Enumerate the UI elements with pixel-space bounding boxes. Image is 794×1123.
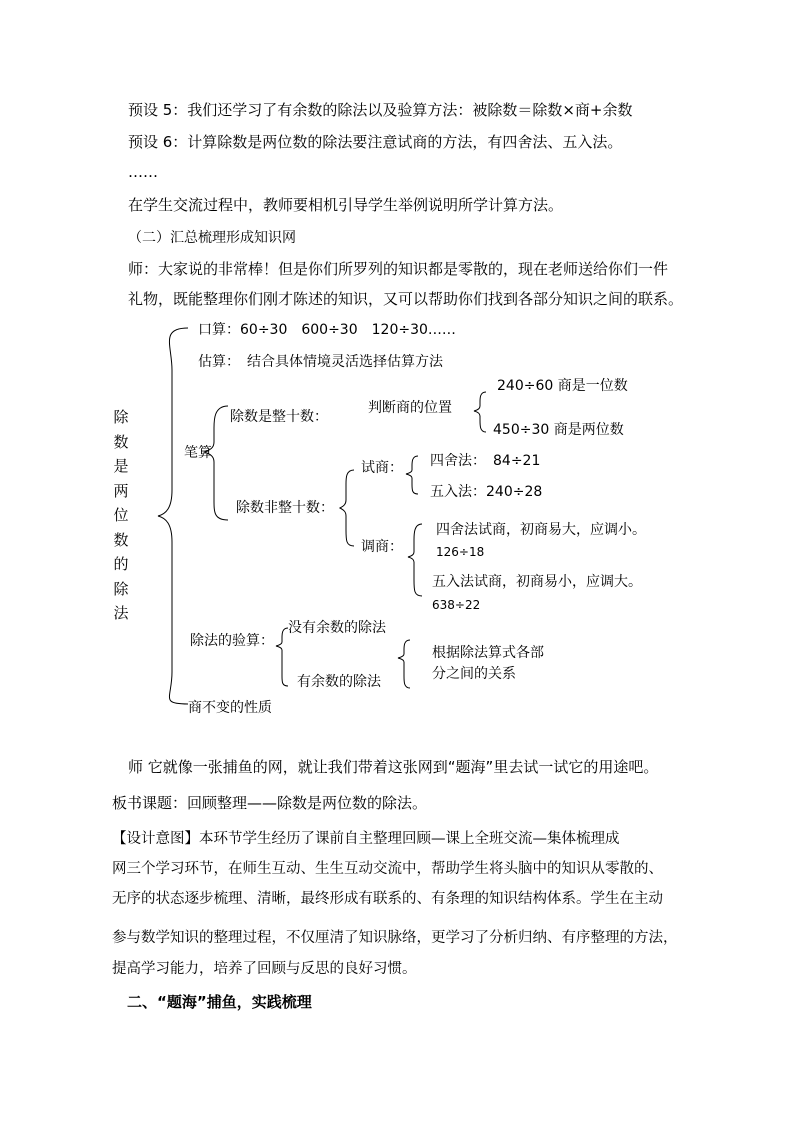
teacher-guide-text: 在学生交流过程中，教师要相机引导学生举例说明所学计算方法。: [128, 196, 564, 214]
check-brace: [276, 628, 288, 686]
preset-5-text: 预设 5：我们还学习了有余数的除法以及验算方法：被除数＝除数×商+余数: [128, 101, 633, 119]
no-remainder-label: 没有余数的除法: [288, 620, 386, 636]
with-remainder-label: 有余数的除法: [297, 674, 381, 690]
diagram-root-label: 除数是两位数的除法: [113, 408, 129, 622]
adjust-brace: [408, 524, 422, 596]
written-calc-label: 笔算: [184, 445, 212, 461]
judge-brace: [474, 392, 486, 432]
division-check-label: 除法的验算：: [190, 633, 274, 649]
divisor-not-whole-ten-label: 除数非整十数：: [236, 500, 334, 516]
teacher-speech-line-2: 礼物，既能整理你们刚才陈述的知识，又可以帮助你们找到各部分知识之间的联系。: [128, 290, 684, 308]
round-down-method: 四舍法： 84÷21: [430, 453, 541, 469]
root-brace: [158, 328, 188, 704]
preset-6-text: 预设 6：计算除数是两位数的除法要注意试商的方法，有四舍法、五入法。: [128, 133, 623, 151]
quotient-invariant-label: 商不变的性质: [188, 700, 272, 716]
divisor-whole-ten-label: 除数是整十数：: [230, 409, 328, 425]
design-intent-line-4: 参与数学知识的整理过程，不仅厘清了知识脉络，更学习了分析归纳、有序整理的方法，: [112, 930, 678, 946]
trial-quotient-label: 试商：: [361, 460, 403, 476]
relation-brace: [398, 640, 410, 688]
design-intent-line-3: 无序的状态逐步梳理、清晰，最终形成有联系的、有条理的知识结构体系。学生在主动: [112, 891, 663, 907]
design-intent-line-1: 【设计意图】本环节学生经历了课前自主整理回顾—课上全班交流—集体梳理成: [112, 831, 620, 847]
adjust-up-example: 638÷22: [432, 598, 481, 612]
written-brace: [204, 406, 228, 520]
board-title-text: 板书课题：回顾整理——除数是两位数的除法。: [112, 794, 428, 812]
teacher-speech-line-1: 师：大家说的非常棒！但是你们所罗列的知识都是零散的，现在老师送给你们一件: [128, 260, 669, 278]
adjust-down-example: 126÷18: [436, 545, 485, 559]
example-one-digit-quotient: 240÷60 商是一位数: [497, 378, 628, 394]
adjust-quotient-label: 调商：: [361, 539, 403, 555]
estimate-label: 估算： 结合具体情境灵活选择估算方法: [198, 354, 443, 370]
relation-line-1: 根据除法算式各部: [432, 645, 544, 661]
judge-position-label: 判断商的位置: [368, 400, 452, 416]
trial-brace: [406, 456, 418, 494]
section-heading-summary: （二）汇总梳理形成知识网: [128, 230, 296, 246]
ellipsis-text: ……: [128, 163, 158, 181]
adjust-up-rule: 五入法试商，初商易小，应调大。: [432, 574, 642, 590]
design-intent-line-5: 提高学习能力，培养了回顾与反思的良好习惯。: [112, 961, 417, 977]
example-two-digit-quotient: 450÷30 商是两位数: [493, 422, 624, 438]
adjust-down-rule: 四舍法试商，初商易大，应调小。: [436, 522, 646, 538]
net-sentence-text: 师 它就像一张捕鱼的网，就让我们带着这张网到“题海”里去试一试它的用途吧。: [128, 758, 659, 776]
section-two-heading: 二、“题海”捕鱼，实践梳理: [127, 993, 312, 1011]
oral-calc-label: 口算：60÷30 600÷30 120÷30……: [198, 322, 456, 338]
relation-line-2: 分之间的关系: [432, 666, 516, 682]
round-up-method: 五入法：240÷28: [430, 484, 543, 500]
not-whole-ten-brace: [340, 470, 354, 546]
design-intent-line-2: 网三个学习环节，在师生互动、生生互动交流中，帮助学生将头脑中的知识从零散的、: [112, 861, 663, 877]
